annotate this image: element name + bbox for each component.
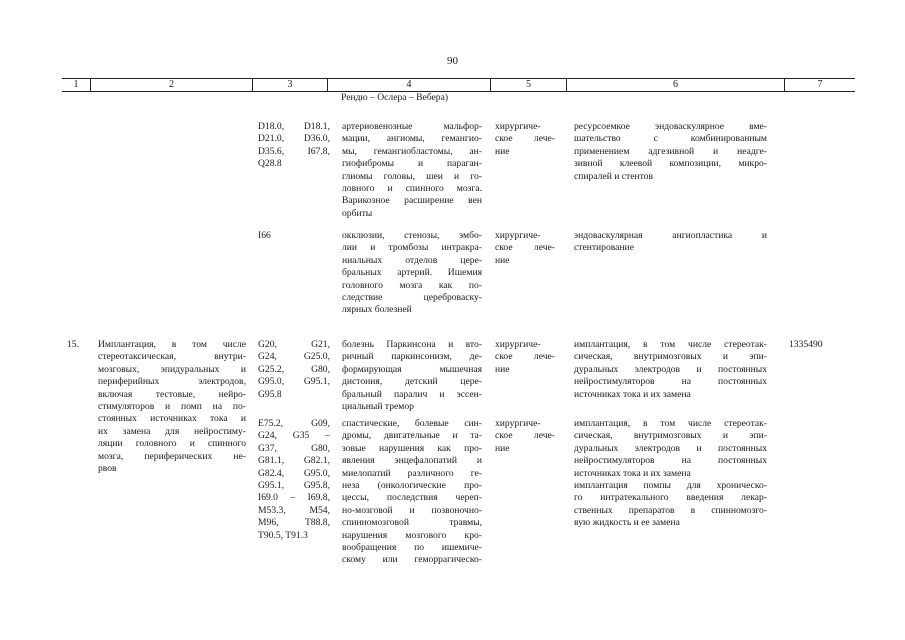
code-line: D18.0, D18.1, xyxy=(258,121,330,132)
method-line: шательство с комбинированным xyxy=(574,133,767,145)
disease-line: глиомы головы, шеи и го- xyxy=(342,170,482,182)
row-4-treatment xyxy=(495,418,555,455)
disease-line: головного мозга как по- xyxy=(342,279,482,291)
row-3-name xyxy=(98,339,246,475)
row-number: 15. xyxy=(67,339,79,350)
header-cell-4: 4 xyxy=(406,79,412,90)
cost-value: 1335490 xyxy=(789,339,823,350)
code-line: M53.3, M54, xyxy=(258,504,330,516)
row-3-treatment xyxy=(495,339,555,376)
disease-line: спинномозговой травмы, xyxy=(342,517,482,529)
treatment-line: ское лече- xyxy=(495,351,555,363)
code-line: G20, G21, xyxy=(258,339,330,350)
disease-line: явления энцефалопатий и xyxy=(342,455,482,467)
disease-line: цессы, последствия череп- xyxy=(342,492,482,504)
treatment-line: ние xyxy=(495,442,510,454)
disease-line: спастические, болевые син- xyxy=(342,418,482,429)
treatment-line: хирургиче- xyxy=(495,121,541,132)
code-line: I66 xyxy=(258,230,271,241)
name-line: стимуляторов и помп на по- xyxy=(98,401,246,413)
row-2-disease xyxy=(342,230,482,317)
method-line: применением адгезивной и неадге- xyxy=(574,145,767,157)
header-cell-3: 3 xyxy=(287,79,293,90)
code-line: G25.2, G80, xyxy=(258,363,330,375)
treatment-line: хирургиче- xyxy=(495,339,541,350)
disease-line: дромы, двигательные и та- xyxy=(342,430,482,442)
disease-line: нарушения мозгового кро- xyxy=(342,529,482,541)
row-1-codes xyxy=(258,121,330,171)
method-line: дуральных электродов и постоянных xyxy=(574,442,767,454)
method-line: сическая, внутримозговых и эпи- xyxy=(574,351,767,363)
code-line: G24, G25.0, xyxy=(258,351,330,363)
method-line: ственных препаратов в спинномозго- xyxy=(574,504,767,516)
name-line: включая тестовые, нейро- xyxy=(98,388,246,400)
code-line: T90.5, T91.3 xyxy=(258,529,308,541)
method-line: имплантация, в том числе стереотак- xyxy=(574,418,767,429)
row-3-number xyxy=(67,339,87,351)
row-1-treatment xyxy=(495,121,555,158)
row-4-disease xyxy=(342,418,482,567)
row-2-treatment xyxy=(495,230,555,267)
code-line: G81.1, G82.1, xyxy=(258,455,330,467)
row-4-method xyxy=(574,418,767,530)
disease-line: формирующая мышечная xyxy=(342,363,482,375)
name-line: ляции головного и спинного xyxy=(98,438,246,450)
method-line: сическая, внутримозговых и эпи- xyxy=(574,430,767,442)
disease-line: бральных артерий. Ишемия xyxy=(342,267,482,279)
method-line: вую жидкость и ее замена xyxy=(574,517,680,529)
method-line: го интратекального введения лекар- xyxy=(574,492,767,504)
row-3-codes xyxy=(258,339,330,401)
disease-line: бральный паралич и эссен- xyxy=(342,388,482,400)
code-line: M96, T88.8, xyxy=(258,517,330,529)
disease-line: следствие цереброваску- xyxy=(342,292,482,304)
treatment-line: ние xyxy=(495,145,510,157)
row-4-codes xyxy=(258,418,330,542)
code-line: G95.0, G95.1, xyxy=(258,376,330,388)
treatment-line: хирургиче- xyxy=(495,230,541,241)
code-line: D21.0, D36.0, xyxy=(258,133,330,145)
continuation-text: Рендю – Ослера – Вебера) xyxy=(341,92,449,103)
disease-line: мы, гемангиобластомы, ан- xyxy=(342,145,482,157)
disease-line: зовые нарушения как про- xyxy=(342,442,482,454)
code-line: G95.8 xyxy=(258,388,282,400)
treatment-line: ние xyxy=(495,254,510,266)
disease-line: ричный паркинсонизм, де- xyxy=(342,351,482,363)
name-line: рвов xyxy=(98,463,117,475)
disease-line: Варикозное расширение вен xyxy=(342,195,482,207)
name-line: мозга, периферических не- xyxy=(98,450,246,462)
method-line: зивной клеевой композиции, микро- xyxy=(574,158,767,170)
code-line: G95.1, G95.8, xyxy=(258,480,330,492)
method-line: спиралей и стентов xyxy=(574,170,654,182)
row-2-codes xyxy=(258,230,330,242)
header-cell-7: 7 xyxy=(817,79,823,90)
header-cell-6: 6 xyxy=(673,79,678,90)
disease-line: скому или геморрагическо- xyxy=(342,554,482,566)
disease-line: болезнь Паркинсона и вто- xyxy=(342,339,482,350)
method-line: нейростимуляторов на постоянных xyxy=(574,455,767,467)
method-line: имплантация помпы для хроническо- xyxy=(574,480,767,492)
disease-line: лии и тромбозы интракра- xyxy=(342,242,482,254)
disease-line: лярных болезней xyxy=(342,304,412,316)
header-cell-5: 5 xyxy=(526,79,531,90)
name-line: стереотаксическая, внутри- xyxy=(98,351,246,363)
method-line: ресурсоемкое эндоваскулярное вме- xyxy=(574,121,767,132)
row-3-method xyxy=(574,339,767,401)
row-3-disease xyxy=(342,339,482,413)
method-line: нейростимуляторов на постоянных xyxy=(574,376,767,388)
row-1-disease xyxy=(342,121,482,220)
disease-line: артериовенозные мальфор- xyxy=(342,121,482,132)
disease-line: но-мозговой и позвоночно- xyxy=(342,504,482,516)
name-line: мозговых, эпидуральных и xyxy=(98,363,246,375)
page-number: 90 xyxy=(447,55,458,67)
name-line: Имплантация, в том числе xyxy=(98,339,246,350)
method-line: источниках тока и их замена xyxy=(574,467,691,479)
code-line: E75.2, G09, xyxy=(258,418,330,429)
treatment-line: хирургиче- xyxy=(495,418,541,429)
disease-line: ниальных отделов цере- xyxy=(342,254,482,266)
name-line: стоянных источниках тока и xyxy=(98,413,246,425)
treatment-line: ское лече- xyxy=(495,430,555,442)
code-line: D35.6, I67.8, xyxy=(258,145,330,157)
header-cell-2: 2 xyxy=(169,79,174,90)
disease-line: окклюзии, стенозы, эмбо- xyxy=(342,230,482,241)
method-line: стентирование xyxy=(574,242,634,254)
row-3-cost xyxy=(789,339,849,351)
name-line: их замена для нейростиму- xyxy=(98,425,246,437)
table-header-row xyxy=(62,78,855,92)
disease-line: циальный тремор xyxy=(342,401,414,413)
row-2-method xyxy=(574,230,767,255)
code-line: Q28.8 xyxy=(258,158,282,170)
method-line: эндоваскулярная ангиопластика и xyxy=(574,230,767,241)
header-cell-1: 1 xyxy=(73,79,79,90)
disease-line: ловного и спинного мозга. xyxy=(342,183,482,195)
treatment-line: ское лече- xyxy=(495,242,555,254)
code-line: G24, G35 – xyxy=(258,430,330,442)
disease-line: орбиты xyxy=(342,207,373,219)
method-line: имплантация, в том числе стереотак- xyxy=(574,339,767,350)
name-line: периферийных электродов, xyxy=(98,376,246,388)
row-1-method xyxy=(574,121,767,183)
code-line: G37, G80, xyxy=(258,442,330,454)
treatment-line: ское лече- xyxy=(495,133,555,145)
disease-line: дистония, детский цере- xyxy=(342,376,482,388)
method-line: дуральных электродов и постоянных xyxy=(574,363,767,375)
disease-line: вообращения по ишемиче- xyxy=(342,542,482,554)
code-line: G82.4, G95.0, xyxy=(258,467,330,479)
disease-line: мации, ангиомы, гемангио- xyxy=(342,133,482,145)
disease-line: миелопатий различного ге- xyxy=(342,467,482,479)
treatment-line: ние xyxy=(495,363,510,375)
code-line: I69.0 – I69.8, xyxy=(258,492,330,504)
method-line: источниках тока и их замена xyxy=(574,388,691,400)
disease-line: неза (онкологические про- xyxy=(342,480,482,492)
disease-line: гиофибромы и параган- xyxy=(342,158,482,170)
